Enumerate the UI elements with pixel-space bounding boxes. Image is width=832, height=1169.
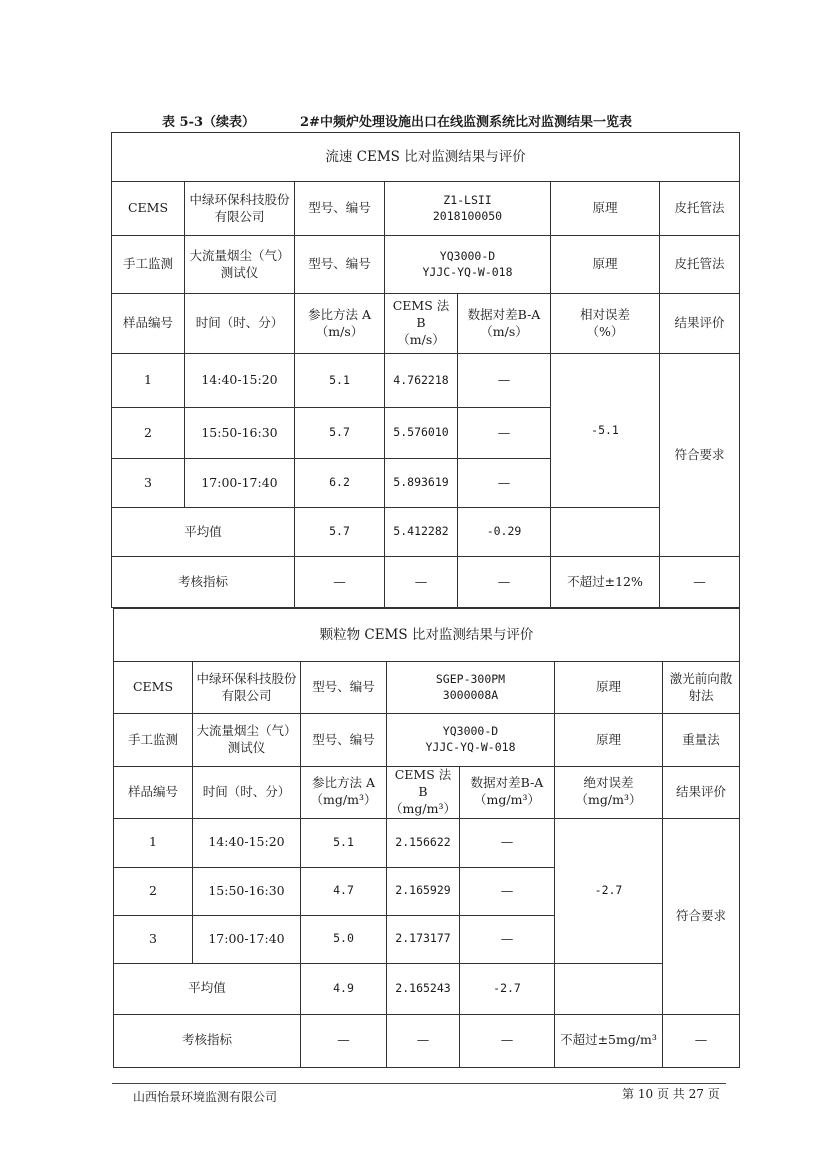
ref-value: 5.7 — [295, 408, 385, 459]
time-range: 17:00-17:40 — [185, 459, 295, 508]
model-label: 型号、编号 — [301, 662, 387, 714]
pm-comparison-table — [113, 608, 740, 1068]
sample-no: 3 — [114, 915, 193, 963]
header-error: 相对误差 （%） — [551, 294, 660, 354]
average-error-blank — [555, 963, 663, 1014]
principle-value: 激光前向散射法 — [663, 662, 740, 714]
cems-maker: 中绿环保科技股份有限公司 — [193, 662, 301, 714]
cems-value: 2.173177 — [387, 915, 460, 963]
evaluation-result: 符合要求 — [663, 818, 740, 1014]
sample-no: 3 — [112, 459, 185, 508]
average-label: 平均值 — [112, 508, 295, 557]
principle-value: 皮托管法 — [660, 182, 740, 236]
table-number: 表 5-3（续表） — [162, 115, 256, 130]
sample-no: 1 — [114, 818, 193, 867]
flow-cems-row — [112, 182, 740, 236]
header-diff: 数据对差B-A （mg/m³） — [460, 767, 555, 819]
manual-model-value: YQ3000-D YJJC-YQ-W-018 — [387, 714, 555, 767]
diff-value: — — [458, 408, 551, 459]
principle-label: 原理 — [551, 182, 660, 236]
criteria-cems: — — [387, 1014, 460, 1067]
flow-section-title: 流速 CEMS 比对监测结果与评价 — [112, 133, 740, 182]
average-ref: 4.9 — [301, 963, 387, 1014]
cems-label: CEMS — [114, 662, 193, 714]
header-error: 绝对误差 （mg/m³） — [555, 767, 663, 819]
criteria-cems: — — [385, 557, 458, 608]
principle-label: 原理 — [555, 714, 663, 767]
principle-label: 原理 — [555, 662, 663, 714]
header-ref-method: 参比方法 A （m/s） — [295, 294, 385, 354]
average-ref: 5.7 — [295, 508, 385, 557]
average-cems: 2.165243 — [387, 963, 460, 1014]
sample-no: 2 — [112, 408, 185, 459]
average-label: 平均值 — [114, 963, 301, 1014]
header-time: 时间（时、分） — [193, 767, 301, 819]
header-sample-no: 样品编号 — [112, 294, 185, 354]
table-caption — [0, 111, 832, 131]
criteria-eval: — — [660, 557, 740, 608]
principle-label: 原理 — [551, 236, 660, 294]
criteria-limit: 不超过±5mg/m³ — [555, 1014, 663, 1067]
criteria-label: 考核指标 — [114, 1014, 301, 1067]
time-range: 14:40-15:20 — [185, 354, 295, 408]
header-eval: 结果评价 — [663, 767, 740, 819]
sample-no: 1 — [112, 354, 185, 408]
model-label: 型号、编号 — [295, 182, 385, 236]
average-row — [114, 963, 740, 1014]
relative-error-value: -5.1 — [551, 354, 660, 508]
principle-value: 重量法 — [663, 714, 740, 767]
header-time: 时间（时、分） — [185, 294, 295, 354]
page-suffix: 页 — [707, 1087, 720, 1101]
footer-divider — [112, 1083, 726, 1084]
cems-maker: 中绿环保科技股份有限公司 — [185, 182, 295, 236]
page-mid: 页 共 — [656, 1087, 685, 1101]
ref-value: 4.7 — [301, 867, 387, 915]
cems-value: 5.893619 — [385, 459, 458, 508]
criteria-label: 考核指标 — [112, 557, 295, 608]
cems-value: 4.762218 — [385, 354, 458, 408]
absolute-error-value: -2.7 — [555, 818, 663, 963]
ref-value: 5.1 — [295, 354, 385, 408]
ref-value: 5.1 — [301, 818, 387, 867]
time-range: 17:00-17:40 — [193, 915, 301, 963]
ref-value: 6.2 — [295, 459, 385, 508]
table-row — [112, 354, 740, 408]
manual-model-value: YQ3000-D YJJC-YQ-W-018 — [385, 236, 551, 294]
current-page: 10 — [637, 1087, 654, 1101]
model-label: 型号、编号 — [301, 714, 387, 767]
average-diff: -2.7 — [460, 963, 555, 1014]
model-label: 型号、编号 — [295, 236, 385, 294]
manual-maker: 大流量烟尘（气）测试仪 — [185, 236, 295, 294]
header-diff: 数据对差B-A （m/s） — [458, 294, 551, 354]
average-cems: 5.412282 — [385, 508, 458, 557]
evaluation-result: 符合要求 — [660, 354, 740, 557]
table-title: 2#中频炉处理设施出口在线监测系统比对监测结果一览表 — [300, 115, 632, 130]
sample-no: 2 — [114, 867, 193, 915]
flow-comparison-table — [111, 132, 740, 608]
criteria-ref: — — [301, 1014, 387, 1067]
cems-label: CEMS — [112, 182, 185, 236]
criteria-limit: 不超过±12% — [551, 557, 660, 608]
pm-header-row — [114, 767, 740, 819]
page-prefix: 第 — [622, 1087, 635, 1101]
diff-value: — — [458, 354, 551, 408]
diff-value: — — [460, 818, 555, 867]
time-range: 15:50-16:30 — [193, 867, 301, 915]
flow-header-row — [112, 294, 740, 354]
page-number — [622, 1085, 720, 1102]
header-eval: 结果评价 — [660, 294, 740, 354]
principle-value: 皮托管法 — [660, 236, 740, 294]
total-pages: 27 — [688, 1087, 704, 1101]
manual-maker: 大流量烟尘（气）测试仪 — [193, 714, 301, 767]
time-range: 15:50-16:30 — [185, 408, 295, 459]
pm-manual-row — [114, 714, 740, 767]
diff-value: — — [458, 459, 551, 508]
average-row — [112, 508, 740, 557]
criteria-row — [114, 1014, 740, 1067]
cems-value: 5.576010 — [385, 408, 458, 459]
ref-value: 5.0 — [301, 915, 387, 963]
header-cems-method: CEMS 法 B （m/s） — [385, 294, 458, 354]
pm-section-title: 颗粒物 CEMS 比对监测结果与评价 — [114, 609, 740, 662]
criteria-diff: — — [460, 1014, 555, 1067]
footer-company: 山西怡景环境监测有限公司 — [133, 1090, 278, 1104]
cems-model-value: Z1-LSII 2018100050 — [385, 182, 551, 236]
manual-label: 手工监测 — [112, 236, 185, 294]
criteria-diff: — — [458, 557, 551, 608]
average-error-blank — [551, 508, 660, 557]
flow-manual-row — [112, 236, 740, 294]
header-sample-no: 样品编号 — [114, 767, 193, 819]
manual-label: 手工监测 — [114, 714, 193, 767]
criteria-ref: — — [295, 557, 385, 608]
diff-value: — — [460, 915, 555, 963]
header-cems-method: CEMS 法 B （mg/m³） — [387, 767, 460, 819]
time-range: 14:40-15:20 — [193, 818, 301, 867]
header-ref-method: 参比方法 A （mg/m³） — [301, 767, 387, 819]
cems-value: 2.165929 — [387, 867, 460, 915]
criteria-row — [112, 557, 740, 608]
table-row — [114, 818, 740, 867]
cems-model-value: SGEP-300PM 3000008A — [387, 662, 555, 714]
diff-value: — — [460, 867, 555, 915]
criteria-eval: — — [663, 1014, 740, 1067]
cems-value: 2.156622 — [387, 818, 460, 867]
pm-cems-row — [114, 662, 740, 714]
average-diff: -0.29 — [458, 508, 551, 557]
